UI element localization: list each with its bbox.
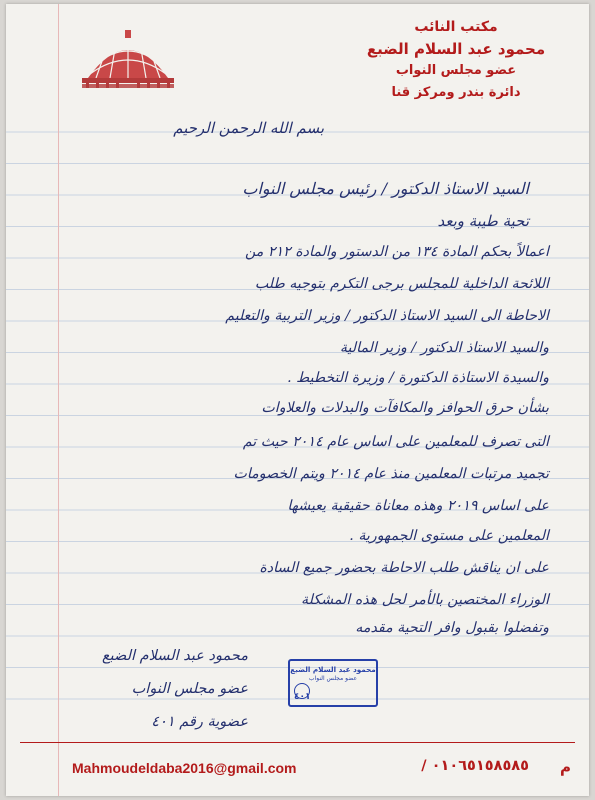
body-line-13: وتفضلوا بقبول وافر التحية مقدمه — [355, 620, 549, 636]
signature-membership: عضوية رقم ٤٠١ — [151, 714, 248, 730]
signature-role: عضو مجلس النواب — [131, 681, 248, 697]
body-line-1: اعمالاً بحكم المادة ١٣٤ من الدستور والمادة ٢١٢ من — [244, 244, 549, 260]
body-line-7: التى تصرف للمعلمين على اساس عام ٢٠١٤ حيث تم — [242, 434, 549, 450]
footer-phone-prefix: م — [560, 758, 571, 776]
footer-divider — [20, 742, 575, 743]
letterhead-district: دائرة بندر ومركز قنا — [391, 85, 521, 100]
body-line-8: تجميد مرتبات المعلمين منذ عام ٢٠١٤ ويتم الخصومات — [233, 466, 549, 482]
body-line-3: الاحاطة الى السيد الاستاذ الدكتور / وزير التربية والتعليم — [225, 308, 549, 324]
body-line-9: على اساس ٢٠١٩ وهذه معاناة حقيقية يعيشها — [287, 498, 549, 514]
body-line-11: على ان يناقش طلب الاحاطة بحضور جميع السادة — [259, 560, 549, 576]
footer-email: Mahmoudeldaba2016@gmail.com — [72, 760, 297, 776]
basmala: بسم الله الرحمن الرحيم — [173, 119, 324, 137]
signature-name: محمود عبد السلام الضبع — [101, 648, 248, 664]
stamp-name: محمود عبد السلام الضبع — [290, 665, 376, 674]
body-line-5: والسيدة الاستاذة الدكتورة / وزيرة التخطيط . — [287, 370, 549, 386]
body-line-12: الوزراء المختصين بالأمر لحل هذه المشكلة — [301, 592, 549, 608]
body-line-2: اللائحة الداخلية للمجلس برجى التكرم بتوجيه طلب — [254, 276, 549, 292]
letterhead-name: محمود عبد السلام الضبع — [366, 40, 546, 58]
letterhead-role: عضو مجلس النواب — [395, 63, 517, 78]
body-line-6: بشأن حرق الحوافز والمكافآت والبدلات والعلاوات — [261, 400, 549, 416]
body-line-4: والسيد الاستاذ الدكتور / وزير المالية — [339, 340, 549, 356]
signature-block — [28, 640, 248, 739]
letterhead — [341, 16, 571, 104]
letter-page — [6, 4, 589, 796]
letterhead-footer — [6, 740, 589, 796]
greeting: تحية طيبة وبعد — [437, 212, 529, 230]
official-stamp — [288, 659, 378, 707]
footer-phone: ٠١٠٦٥١٥٨٥٨٥ / — [421, 758, 529, 774]
stamp-role: عضو مجلس النواب — [308, 675, 358, 682]
letterhead-office: مكتب النائب — [414, 19, 498, 35]
addressee: السيد الاستاذ الدكتور / رئيس مجلس النواب — [242, 179, 529, 198]
body-line-10: المعلمين على مستوى الجمهورية . — [349, 528, 549, 544]
parliament-dome-logo-icon — [68, 26, 188, 96]
stamp-number: ٤٠١ — [294, 692, 311, 702]
